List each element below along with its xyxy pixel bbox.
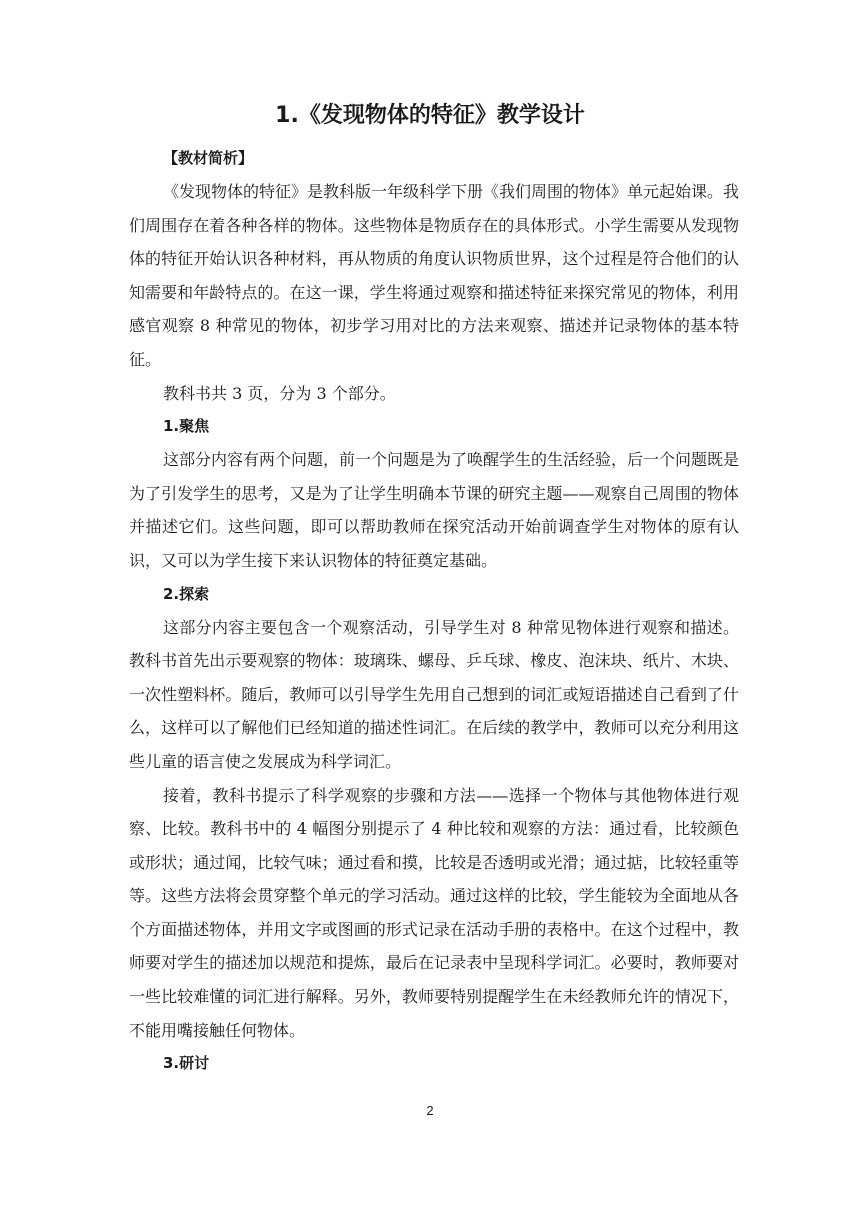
document-title: 1.《发现物体的特征》教学设计 xyxy=(275,103,585,128)
section-heading-discuss: 3.研讨 xyxy=(163,1054,210,1073)
page-number: 2 xyxy=(426,1103,434,1118)
paragraph-focus: 这部分内容有两个问题，前一个问题是为了唤醒学生的生活经验，后一个问题既是为了引发学生的思考，又是为了让学生明确本节课的研究主题——观察自己周围的物体并描述它们。这些问题，即可以帮助教师在探究活动开始前调查学生对物体的原有认识，又可以为学生接下来认识物体的特征奠定基础。 xyxy=(129,450,740,570)
paragraph-explore-observation: 这部分内容主要包含一个观察活动，引导学生对 8 种常见物体进行观察和描述。教科书首先出示要观察的物体：玻璃珠、螺母、乒乓球、橡皮、泡沫块、纸片、木块、一次性塑料杯。随后，教师可以引导学生先用自己想到的词汇或短语描述自己看到了什么，这样可以了解他们已经知道的描述性词汇。在后续的教学中，教师可以充分利用这些儿童的语言使之发展成为科学词汇。 xyxy=(129,617,739,771)
section-heading-focus: 1.聚焦 xyxy=(163,417,210,436)
paragraph-textbook-structure: 教科书共 3 页，分为 3 个部分。 xyxy=(163,383,396,403)
section-heading-textbook-analysis: 【教材简析】 xyxy=(163,149,254,167)
section-heading-explore: 2.探索 xyxy=(163,584,210,603)
document-body xyxy=(129,142,739,1080)
paragraph-textbook-analysis: 《发现物体的特征》是教科版一年级科学下册《我们周围的物体》单元起始课。我们周围存在着各种各样的物体。这些物体是物质存在的具体形式。小学生需要从发现物体的特征开始认识各种材料，再从物质的角度认识物质世界，这个过程是符合他们的认知需要和年龄特点的。在这一课，学生将通过观察和描述特征来探究常见的物体，利用感官观察 8 种常见的物体，初步学习用对比的方法来观察、描述并记录物体的基本特征。 xyxy=(129,182,740,369)
paragraph-explore-methods: 接着，教科书提示了科学观察的步骤和方法——选择一个物体与其他物体进行观察、比较。教科书中的 4 幅图分别提示了 4 种比较和观察的方法：通过看，比较颜色或形状；通过闻，比较气味；通过看和摸，比较是否透明或光滑；通过掂，比较轻重等等。这些方法将会贯穿整个单元的学习活动。通过这样的比较，学生能较为全面地从各个方面描述物体，并用文字或图画的形式记录在活动手册的表格中。在这个过程中，教师要对学生的描述加以规范和提炼，最后在记录表中呈现科学词汇。必要时，教师要对一些比较难懂的词汇进行解释。另外，教师要特别提醒学生在未经教师允许的情况下，不能用嘴接触任何物体。 xyxy=(129,785,739,1040)
